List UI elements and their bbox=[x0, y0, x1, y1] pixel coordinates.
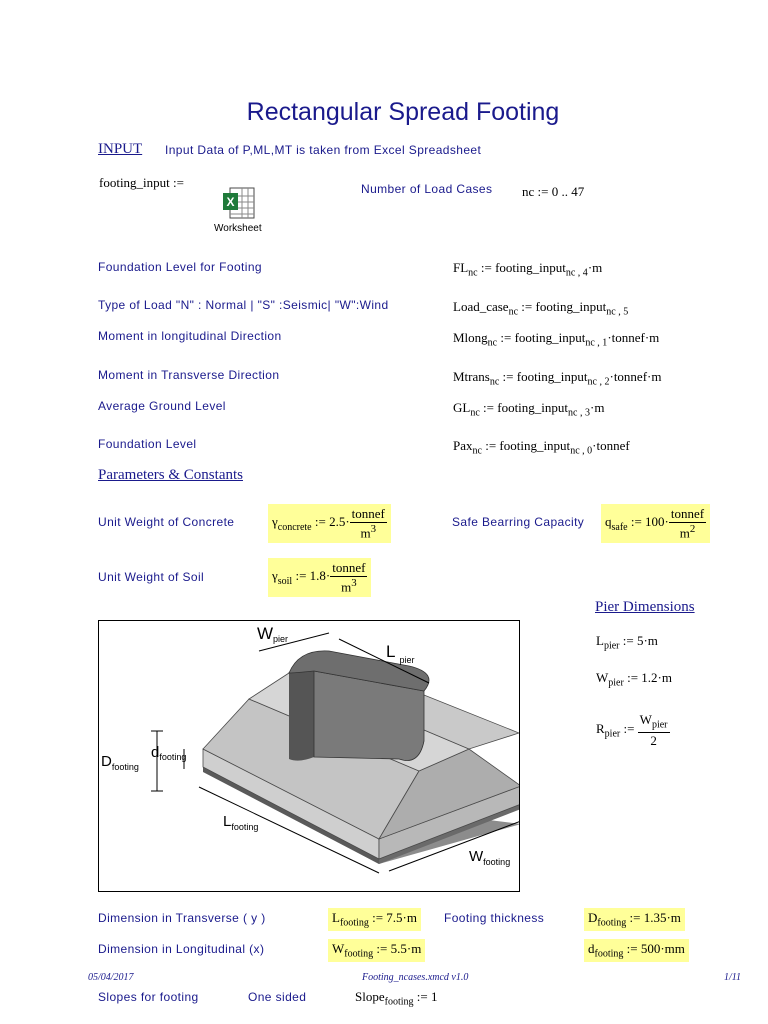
concrete-expr: $\gamma_{concrete}$ := 2.5· $\frac{\text{tonnef}}{m^3}$ bbox=[268, 504, 391, 543]
params-heading: Parameters & Constants bbox=[98, 467, 243, 483]
footing-input-var: footing_input bbox=[99, 175, 170, 190]
fig-w-footing-label: $W_{footing}$ bbox=[469, 848, 511, 867]
excel-worksheet-icon[interactable] bbox=[222, 186, 256, 220]
thickness-label: Footing thickness bbox=[444, 911, 545, 925]
footing-3d-diagram bbox=[99, 621, 519, 891]
fig-d-footing-label: $D_{footing}$ bbox=[101, 753, 139, 772]
pier-length-expr: $L_{pier}$ := 5·m bbox=[596, 633, 658, 652]
slopes-label: Slopes for footing bbox=[98, 990, 199, 1004]
soil-label: Unit Weight of Soil bbox=[98, 570, 205, 584]
safe-capacity-expr: $q_{safe}$ := 100· $\frac{\text{tonnef}}{m^2}$ bbox=[601, 504, 710, 543]
footer-page-number: 1/11 bbox=[724, 972, 742, 983]
pier-left-side bbox=[289, 671, 314, 761]
footing-input-definition bbox=[99, 175, 184, 191]
worksheet-label: Worksheet bbox=[214, 223, 262, 234]
svg-text:X: X bbox=[226, 195, 235, 209]
l-footing-expr: $L_{footing}$ := 7.5·m bbox=[328, 908, 421, 931]
footer-date: 05/04/2017 bbox=[88, 972, 134, 983]
fig-w-pier-label: Wpier bbox=[257, 624, 289, 644]
w-footing-expr: $W_{footing}$ := 5.5·m bbox=[328, 939, 425, 962]
row-label: Foundation Level bbox=[98, 437, 197, 451]
one-sided-label: One sided bbox=[248, 990, 307, 1004]
pier-radius-expr: $R_{pier}$ := $\frac{W_{pier}}{2}$ bbox=[596, 712, 668, 748]
fig-d-small-label: $d_{footing}$ bbox=[151, 744, 187, 762]
footing-input-assign: := bbox=[173, 175, 184, 190]
row-label: Moment in Transverse Direction bbox=[98, 368, 280, 382]
pier-width-expr: $W_{pier}$ := 1.2·m bbox=[596, 670, 672, 689]
pier-heading: Pier Dimensions bbox=[595, 599, 695, 615]
fig-l-pier-label: L $_{pier}$ bbox=[386, 642, 415, 665]
input-heading: INPUT bbox=[98, 141, 143, 157]
row-expr: $FL_{nc}$ := footing_input$_{nc , 4}$·m bbox=[453, 260, 603, 279]
d-small-footing-expr: $d_{footing}$ := 500·mm bbox=[584, 939, 689, 962]
row-label: Average Ground Level bbox=[98, 399, 226, 413]
load-cases-label: Number of Load Cases bbox=[361, 182, 493, 196]
row-expr: Pax$_{nc}$ := footing_input$_{nc , 0}$·tonnef bbox=[453, 438, 630, 457]
row-label: Type of Load "N" : Normal | "S" :Seismic| "W":Wind bbox=[98, 298, 389, 312]
fig-l-footing-label: $L_{footing}$ bbox=[223, 813, 259, 832]
row-expr: $GL_{nc}$ := footing_input$_{nc , 3}$·m bbox=[453, 400, 605, 419]
concrete-label: Unit Weight of Concrete bbox=[98, 515, 235, 529]
row-label: Foundation Level for Footing bbox=[98, 260, 262, 274]
soil-expr: $\gamma_{soil}$ := 1.8· $\frac{\text{tonnef}}{m^3}$ bbox=[268, 558, 371, 597]
longitudinal-label: Dimension in Longitudinal (x) bbox=[98, 942, 265, 956]
safe-capacity-label: Safe Bearring Capacity bbox=[452, 515, 585, 529]
footer-filename: Footing_ncases.xmcd v1.0 bbox=[362, 972, 469, 983]
page-title: Rectangular Spread Footing bbox=[246, 98, 560, 126]
row-expr: Load_case$_{nc}$ := footing_input$_{nc , 5}$ bbox=[453, 299, 629, 318]
input-note: Input Data of P,ML,MT is taken from Excel Spreadsheet bbox=[165, 143, 482, 157]
slope-expr: Slope$_{footing}$ := 1 bbox=[355, 989, 438, 1008]
d-footing-expr: $D_{footing}$ := 1.35·m bbox=[584, 908, 685, 931]
row-label: Moment in longitudinal Direction bbox=[98, 329, 282, 343]
row-expr: Mlong$_{nc}$ := footing_input$_{nc , 1}$·tonnef·m bbox=[453, 330, 660, 349]
row-expr: Mtrans$_{nc}$ := footing_input$_{nc , 2}$·tonnef·m bbox=[453, 369, 662, 388]
footing-figure bbox=[98, 620, 520, 892]
load-cases-expr: nc := 0 .. 47 bbox=[522, 184, 585, 199]
transverse-label: Dimension in Transverse ( y ) bbox=[98, 911, 266, 925]
